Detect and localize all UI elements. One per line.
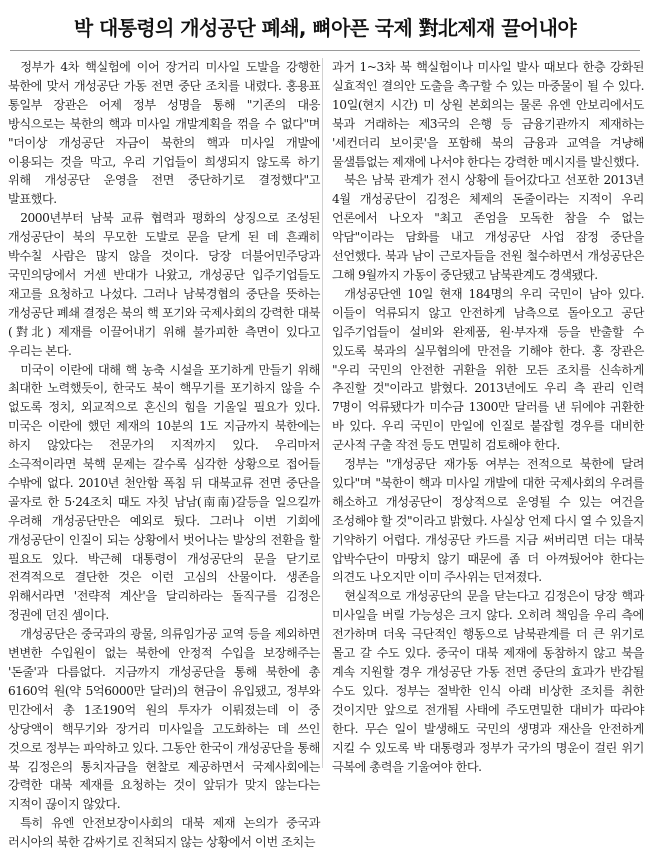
headline: 박 대통령의 개성공단 폐쇄, 뼈아픈 국제 對北제재 끌어내야 [73, 15, 577, 40]
article-column-right [332, 58, 644, 774]
headline-rule [10, 50, 640, 51]
paragraph: 정부는 "개성공단 재가동 여부는 전적으로 북한에 달려 있다"며 "북한이 핵과 미사일 개발에 대한 국제사회의 우려를 해소하고 개성공단이 정상적으로 운영될 수 있는 여건을 조성해야 할 것"이라고 밝혔다. 사실상 언제 다시 열 수 있을지 기약하기 어렵다. 개성공단 카드를 지금 써버리면 더는 대북 압박수단이 마땅치 않기 때문에 좀 더 아껴뒀어야 한다는 의견도 나오지만 이미 주사위는 던져졌다. [332, 457, 644, 585]
article-column-left [8, 58, 320, 850]
paragraph-continued: 과거 1~3차 북 핵실험이나 미사일 발사 때보다 한층 강화된 실효적인 결의안 도출을 촉구할 수 있는 마중물이 될 수 있다. 10일(현지 시간) 미 상원 본회의는 물론 유엔 안보리에서도 북과 거래하는 제3국의 은행 등 금융기관까지 제재하는 '세컨더리 보이콧'을 포함해 북의 금융과 교역을 겨냥해 물샐틈없는 제재에 나서야 한다는 강력한 메시지를 발신했다. [332, 60, 644, 169]
paragraph: 미국이 이란에 대해 핵 농축 시설을 포기하게 만들기 위해 최대한 노력했듯이, 한국도 북이 핵무기를 포기하지 않을 수 없도록 정치, 외교적으로 혼신의 힘을 기울일 필요가 있다. 미국은 이란에 했던 제재의 10분의 1도 지금까지 북한에는 하지 않았다는 전문가의 지적까지 있다. 우리마저 소극적이라면 북핵 문제는 갈수록 심각한 상황으로 접어들 수밖에 없다. 2010년 천안함 폭침 뒤 대북교류 전면 중단을 골자로 한 5·24조치 때도 자칫 남남(南南)갈등을 일으킬까 우려해 개성공단만은 예외로 뒀다. 그러나 이번 기회에 개성공단이 인질이 되는 상황에서 벗어나는 발상의 전환을 할 필요도 있다. 박근혜 대통령이 개성공단의 문을 닫기로 전격적으로 결단한 것은 이런 고심의 산물이다. 생존을 위해서라면 '전략적 계산'을 달리하라는 돌직구를 김정은 정권에 던진 셈이다. [8, 362, 320, 623]
paragraph: 정부가 4차 핵실험에 이어 장거리 미사일 도발을 강행한 북한에 맞서 개성공단 가동 전면 중단 조치를 내렸다. 홍용표 통일부 장관은 어제 정부 성명을 통해 "기존의 대응 방식으로는 북한의 핵과 미사일 개발계획을 꺾을 수 없다"며 "더이상 개성공단 자금이 북한의 핵과 미사일 개발에 이용되는 것을 막고, 우리 기업들이 희생되지 않도록 하기 위해 개성공단 운영을 전면 중단하기로 결정했다"고 발표했다. [8, 60, 320, 207]
paragraph: 2000년부터 남북 교류 협력과 평화의 상징으로 조성된 개성공단이 북의 무모한 도발로 문을 닫게 된 데 흔쾌히 박수칠 사람은 많지 않을 것이다. 당장 더불어민주당과 국민의당에서 거센 반대가 나왔고, 개성공단 입주기업들도 재고를 요청하고 나섰다. 그러나 남북경협의 중단을 뜻하는 개성공단 폐쇄 결정은 북의 핵 포기와 국제사회의 강력한 대북(對北) 제재를 이끌어내기 위해 불가피한 측면이 있다고 우리는 본다. [8, 211, 320, 358]
paragraph: 특히 유엔 안전보장이사회의 대북 제재 논의가 중국과 러시아의 북한 감싸기로 진척되지 않는 상황에서 이번 조치는 [8, 816, 320, 850]
paragraph: 개성공단엔 10일 현재 184명의 우리 국민이 남아 있다. 이들이 억류되지 않고 안전하게 남측으로 돌아오고 공단 입주기업들이 설비와 완제품, 원·부자재 등을 반출할 수 있도록 북과의 실무협의에 만전을 기해야 한다. 홍 장관은 "우리 국민의 안전한 귀환을 위한 모든 조치를 신속하게 추진할 것"이라고 밝혔다. 2013년에도 우리 측 관리 인력 7명이 억류됐다가 미수금 1300만 달러를 낸 뒤에야 귀환한 바 있다. 우리 국민이 만일에 인질로 붙잡힐 경우를 대비한 군사적 구출 작전 등도 면밀히 검토해야 한다. [332, 286, 644, 453]
paragraph: 북은 남북 관계가 전시 상황에 들어갔다고 선포한 2013년 4월 개성공단이 김정은 체제의 돈줄이라는 지적이 우리 언론에서 나오자 "최고 존엄을 모독한 참을 수 없는 악담"이라는 담화를 내고 개성공단 사업 잠정 중단을 선언했다. 북과 남이 근로자들을 전원 철수하면서 개성공단은 그해 9월까지 가동이 중단됐고 남북관계도 경색됐다. [332, 173, 644, 282]
column-divider [322, 58, 323, 768]
paragraph: 현실적으로 개성공단의 문을 닫는다고 김정은이 당장 핵과 미사일을 버릴 가능성은 크지 않다. 오히려 책임을 우리 측에 전가하며 더욱 극단적인 행동으로 남북관계를 더 큰 위기로 몰고 갈 수도 있다. 중국이 대북 제재에 동참하지 않고 북을 계속 지원할 경우 개성공단 가동 전면 중단의 효과가 반감될 수도 있다. 정부는 절박한 인식 아래 비상한 조치를 취한 것이지만 앞으로 전개될 사태에 주도면밀한 대비가 따라야 한다. 무슨 일이 발생해도 국민의 생명과 재산을 안전하게 지킬 수 있도록 박 대통령과 정부가 국가의 명운이 걸린 위기 극복에 총력을 기울여야 한다. [332, 589, 644, 774]
paragraph: 개성공단은 중국과의 광물, 의류임가공 교역 등을 제외하면 변변한 수입원이 없는 북한에 안정적 수입을 보장해주는 '돈줄'과 다름없다. 지금까지 개성공단을 통해 북한에 총 6160억 원(약 5억6000만 달러)의 현금이 유입됐고, 정부와 민간에서 총 1조190억 원의 투자가 이뤄졌는데 이 중 상당액이 핵무기와 장거리 미사일을 고도화하는 데 쓰인 것으로 정부는 파악하고 있다. 그동안 한국이 개성공단을 통해 북 김정은의 통치자금을 현찰로 제공하면서 국제사회에는 강력한 대북 제재를 요청하는 것이 앞뒤가 맞지 않는다는 지적이 끊이지 않았다. [8, 627, 320, 812]
